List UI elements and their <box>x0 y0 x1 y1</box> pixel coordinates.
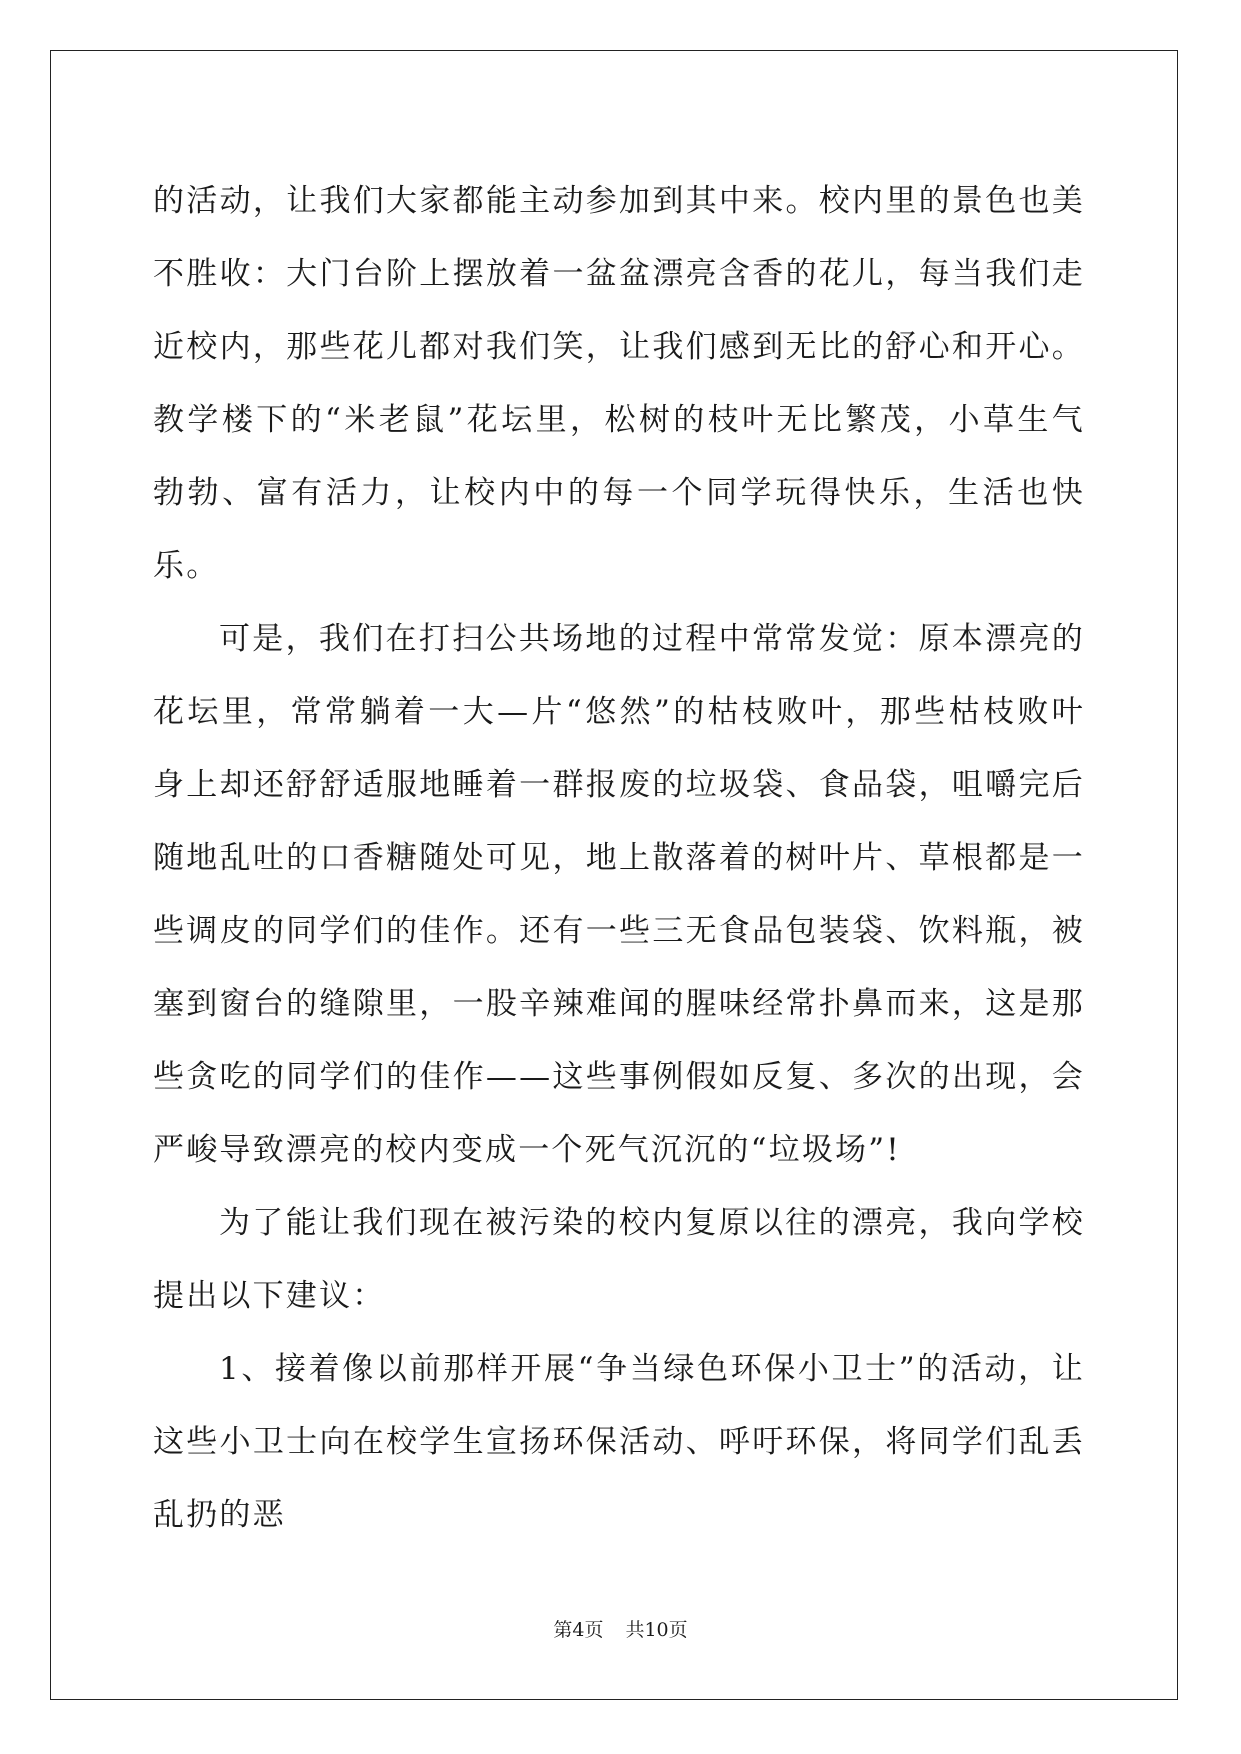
paragraph-3: 为了能让我们现在被污染的校内复原以往的漂亮，我向学校提出以下建议： <box>153 1205 1085 1314</box>
paragraph-1: 的活动，让我们大家都能主动参加到其中来。校内里的景色也美不胜收：大门台阶上摆放着一盆盆漂亮含香的花儿，每当我们走近校内，那些花儿都对我们笑，让我们感到无比的舒心和开心。教学楼下的“米老鼠”花坛里，松树的枝叶无比繁茂，小草生气勃勃、富有活力，让校内中的每一个同学玩得快乐，生活也快乐。 <box>153 183 1085 584</box>
paragraph-4: 1、接着像以前那样开展“争当绿色环保小卫士”的活动，让这些小卫士向在校学生宣扬环保活动、呼吁环保，将同学们乱丢乱扔的恶 <box>153 1351 1085 1533</box>
paragraph-2: 可是，我们在打扫公共场地的过程中常常发觉：原本漂亮的花坛里，常常躺着一大—片“悠然”的枯枝败叶，那些枯枝败叶身上却还舒舒适服地睡着一群报废的垃圾袋、食品袋，咀嚼完后随地乱吐的口香糖随处可见，地上散落着的树叶片、草根都是一些调皮的同学们的佳作。还有一些三无食品包装袋、饮料瓶，被塞到窗台的缝隙里，一股辛辣难闻的腥味经常扑鼻而来，这是那些贪吃的同学们的佳作——这些事例假如反复、多次的出现，会严峻导致漂亮的校内变成一个死气沉沉的“垃圾场”! <box>153 621 1085 1168</box>
page-total: 共10页 <box>625 1619 688 1641</box>
page-footer <box>0 1618 1241 1642</box>
document-body <box>153 165 1085 1552</box>
page-number: 第4页 <box>553 1619 604 1641</box>
